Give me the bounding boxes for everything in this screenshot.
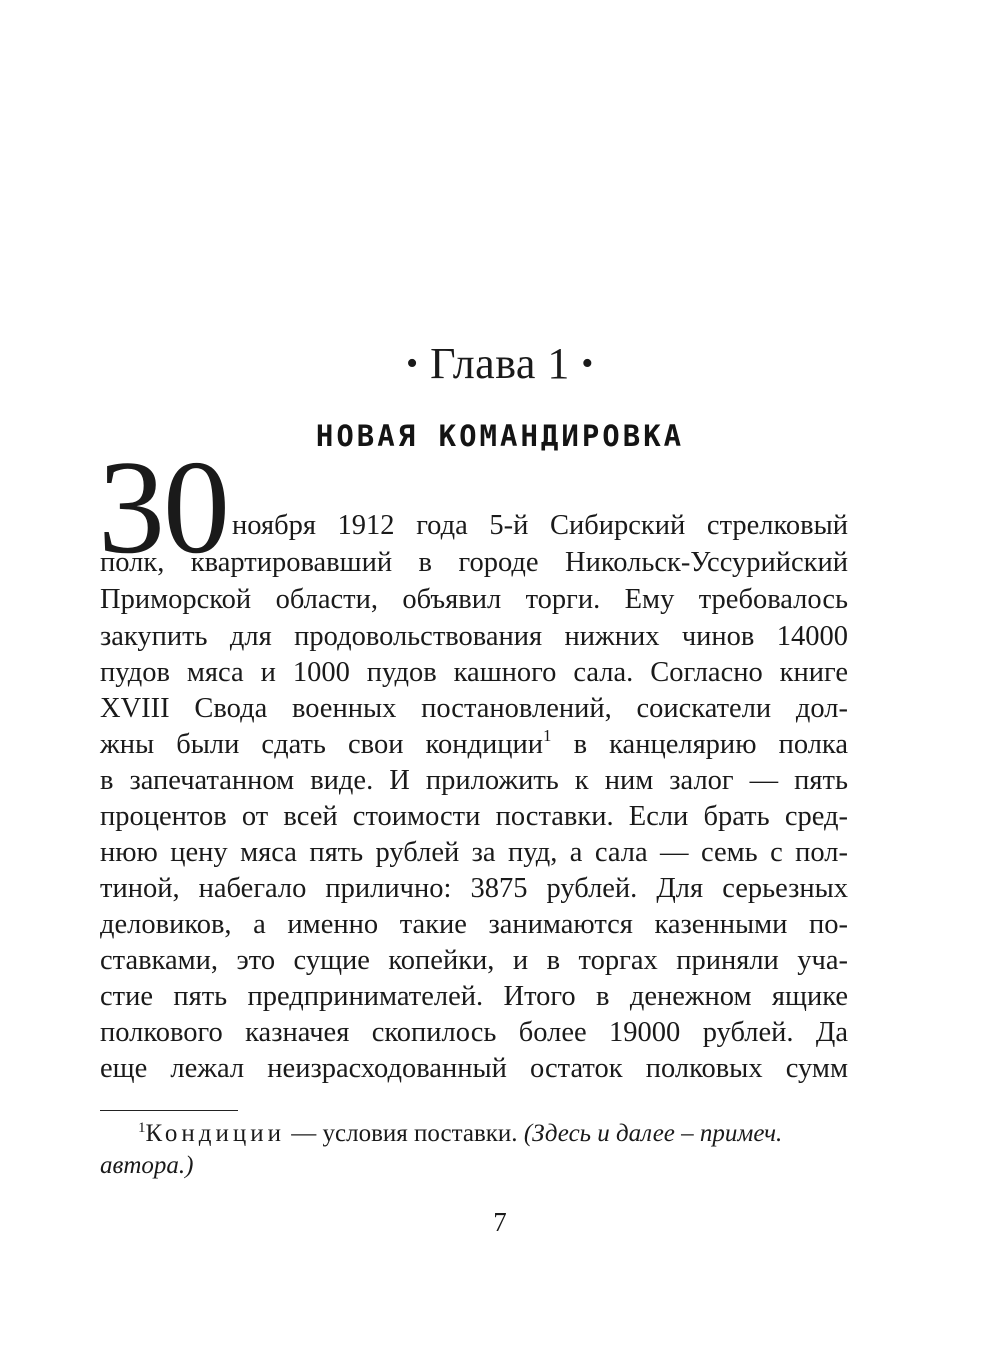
body-line-1: ноября 1912 года 5-й Сибирский стрелковый bbox=[232, 510, 848, 541]
drop-cap: 30 bbox=[98, 433, 228, 581]
footnote-number: 1 bbox=[138, 1120, 146, 1136]
page-number: 7 bbox=[493, 1207, 507, 1237]
footnote-term: Кондиции bbox=[145, 1120, 286, 1147]
body-line-3: Приморской области, объявил торги. Ему требовалось bbox=[100, 584, 848, 615]
footnote-note-part2: автора.) bbox=[100, 1152, 194, 1179]
body-line-9: процентов от всей стоимости поставки. Если брать сред- bbox=[100, 801, 848, 832]
chapter-heading bbox=[0, 334, 1000, 394]
body-line-13: ставками, это сущие копейки, и в торгах приняли уча- bbox=[100, 945, 848, 976]
body-line-16: еще лежал неизрасходованный остаток полковых сумм bbox=[100, 1053, 848, 1084]
footnote-line-1 bbox=[100, 1118, 848, 1150]
body-line-7 bbox=[100, 727, 848, 763]
bullet-right: • bbox=[581, 345, 594, 382]
chapter-label: Глава 1 bbox=[430, 339, 570, 388]
body-line-5: пудов мяса и 1000 пудов кашного сала. Согласно книге bbox=[100, 657, 848, 688]
body-line-12: деловиков, а именно такие занимаются казенными по- bbox=[100, 909, 848, 940]
body-line-8: в запечатанном виде. И приложить к ним залог — пять bbox=[100, 765, 848, 796]
body-line-10: нюю цену мяса пять рублей за пуд, а сала — семь с пол- bbox=[100, 837, 848, 868]
chapter-title: НОВАЯ КОМАНДИРОВКА bbox=[315, 419, 685, 453]
body-line-11: тиной, набегало прилично: 3875 рублей. Для серьезных bbox=[100, 873, 848, 904]
body-line-6: XVIII Свода военных постановлений, соискатели дол- bbox=[100, 693, 848, 724]
footnote-definition: — условия поставки. bbox=[285, 1120, 524, 1147]
body-line-14: стие пять предпринимателей. Итого в денежном ящике bbox=[100, 981, 848, 1012]
body-line-4: закупить для продовольствования нижних чинов 14000 bbox=[100, 621, 848, 652]
footnote-note-part1: (Здесь и далее – примеч. bbox=[523, 1120, 783, 1147]
bullet-left: • bbox=[406, 345, 419, 382]
body-line-15: полкового казначея скопилось более 19000 рублей. Да bbox=[100, 1017, 848, 1048]
body-line-2: полк, квартировавший в городе Никольск-Уссурийский bbox=[100, 547, 848, 578]
footnote-marker: 1 bbox=[542, 726, 552, 745]
body-line-7-text: жны были сдать свои кондиции bbox=[100, 729, 543, 760]
footnote bbox=[100, 1118, 848, 1182]
body-line-7-tail: в канцелярию полка bbox=[573, 729, 848, 760]
footnote-divider bbox=[100, 1110, 238, 1111]
